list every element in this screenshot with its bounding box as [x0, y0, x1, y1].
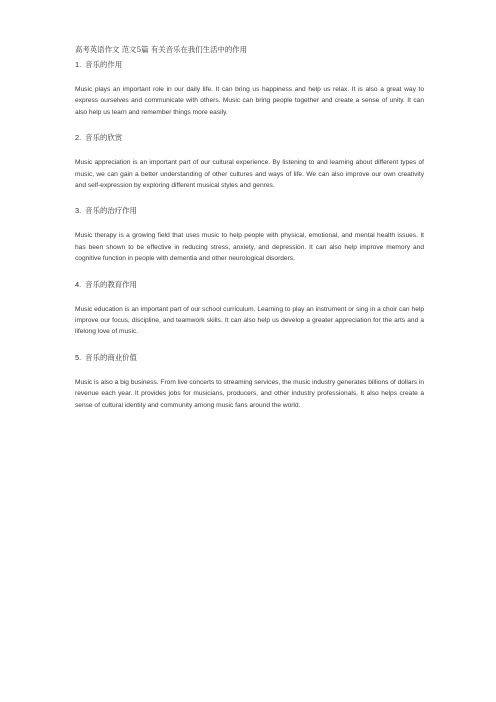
section-body: Music appreciation is an important part of our cultural experience. By listening to and learning about different types of music, we can gain a better understanding of other cultures and ways of life. We can also improve our own creativity and self-expression by exploring different musical styles and genres.: [75, 159, 424, 190]
section-heading: [75, 279, 424, 290]
document-title: 高考英语作文 范文5篇 有关音乐在我们生活中的作用: [75, 45, 247, 54]
section-heading: [75, 59, 424, 70]
section-number: 3.: [75, 206, 82, 216]
section-heading: [75, 132, 424, 143]
section-body: Music is also a big business. From live concerts to streaming services, the music industry generates billions of dollars in revenue each year. It provides jobs for musicians, producers, and other industry professionals. It also helps create a sense of cultural identity and community among music fans around the world.: [75, 378, 424, 409]
section-5: [75, 352, 424, 411]
section-title: 音乐的教育作用: [85, 279, 137, 289]
section-2: [75, 132, 424, 191]
section-number: 1.: [75, 60, 82, 69]
section-body: Music therapy is a growing field that uses music to help people with physical, emotional, and mental health issues. It has been shown to be effective in reducing stress, anxiety, and depression. It can also help improve memory and cognitive function in people with dementia and other neurological disorders.: [75, 232, 424, 263]
section-number: 4.: [75, 279, 82, 289]
section-title: 音乐的治疗作用: [85, 206, 137, 216]
section-3: [75, 205, 424, 264]
section-heading: [75, 352, 424, 363]
section-number: 2.: [75, 133, 82, 143]
section-number: 5.: [75, 352, 82, 362]
section-title: 音乐的作用: [85, 60, 123, 69]
section-body: Music plays an important role in our daily life. It can bring us happiness and help us relax. It is also a great way to express ourselves and communicate with others. Music can bring people together and create a sense of unity. It can also help us learn and remember things more easily.: [75, 86, 424, 116]
section-1: [75, 59, 424, 118]
section-4: [75, 279, 424, 338]
section-body: Music education is an important part of our school curriculum. Learning to play an instrument or sing in a choir can help improve our focus, discipline, and teamwork skills. It can also help us develop a greater appreciation for the arts and a lifelong love of music.: [75, 305, 424, 336]
section-heading: [75, 205, 424, 216]
section-title: 音乐的商业价值: [85, 352, 137, 362]
section-title: 音乐的欣赏: [85, 133, 123, 143]
